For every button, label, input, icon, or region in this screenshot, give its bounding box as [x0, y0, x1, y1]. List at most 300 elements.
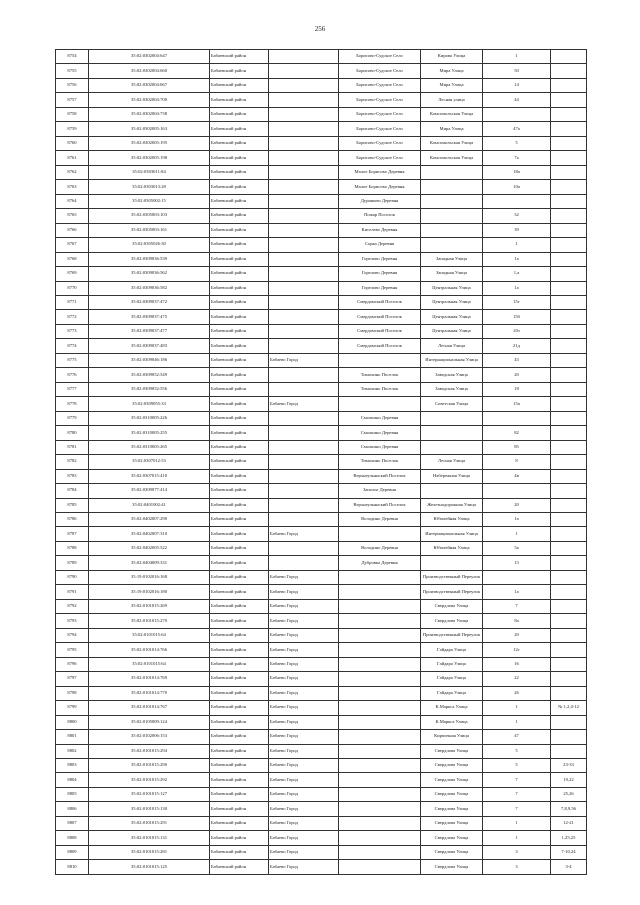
house-number-cell: 20з: [483, 324, 551, 338]
settlement-cell: [339, 672, 421, 686]
street-cell: [421, 238, 483, 252]
cadastral-number-cell: 35:02:0309037:472: [89, 295, 210, 309]
apartment-cell: [551, 50, 587, 64]
city-cell: [269, 382, 339, 396]
cadastral-number-cell: 35:02:0309055:33: [89, 397, 210, 411]
cadastral-number-cell: 35:02:0305002:15: [89, 194, 210, 208]
street-cell: [421, 223, 483, 237]
house-number-cell: 1,а: [483, 267, 551, 281]
house-number-cell: 1а: [483, 585, 551, 599]
apartment-cell: [551, 426, 587, 440]
street-cell: [421, 194, 483, 208]
table-row: [56, 122, 587, 136]
row-number-cell: 8782: [56, 455, 89, 469]
house-number-cell: 7: [483, 599, 551, 613]
house-number-cell: 20: [483, 368, 551, 382]
apartment-cell: [551, 469, 587, 483]
district-cell: Бабаевский район: [210, 397, 269, 411]
house-number-cell: 26: [483, 686, 551, 700]
street-cell: Набережная Улица: [421, 469, 483, 483]
apartment-cell: [551, 513, 587, 527]
city-cell: [269, 426, 339, 440]
house-number-cell: 1а: [483, 281, 551, 295]
house-number-cell: 16: [483, 657, 551, 671]
apartment-cell: [551, 281, 587, 295]
cadastral-number-cell: 35:02:0302004:667: [89, 78, 210, 92]
city-cell: Бабаево Город: [269, 845, 339, 859]
cadastral-number-cell: 35:02:0307012:53: [89, 455, 210, 469]
cadastral-number-cell: 35:02:0101015:131: [89, 831, 210, 845]
cadastral-number-cell: 35:02:0309036:539: [89, 252, 210, 266]
district-cell: Бабаевский район: [210, 180, 269, 194]
city-cell: [269, 165, 339, 179]
house-number-cell: 7: [483, 787, 551, 801]
apartment-cell: [551, 672, 587, 686]
settlement-cell: [339, 614, 421, 628]
row-number-cell: 8754: [56, 50, 89, 64]
street-cell: Свердлова Улица: [421, 802, 483, 816]
row-number-cell: 8765: [56, 209, 89, 223]
apartment-cell: [551, 715, 587, 729]
row-number-cell: 8796: [56, 657, 89, 671]
district-cell: Бабаевский район: [210, 455, 269, 469]
table-row: [56, 599, 587, 613]
settlement-cell: [339, 715, 421, 729]
table-row: [56, 455, 587, 469]
settlement-cell: Смолкино Деревня: [339, 440, 421, 454]
street-cell: Свердлова Улица: [421, 773, 483, 787]
district-cell: Бабаевский район: [210, 440, 269, 454]
house-number-cell: [483, 107, 551, 121]
apartment-cell: [551, 614, 587, 628]
row-number-cell: 8786: [56, 513, 89, 527]
row-number-cell: 8804: [56, 773, 89, 787]
city-cell: [269, 310, 339, 324]
street-cell: Свердлова Улица: [421, 758, 483, 772]
cadastral-number-cell: 35:02:0309037:475: [89, 310, 210, 324]
street-cell: Производственный Переулок: [421, 570, 483, 584]
table-row: [56, 324, 587, 338]
cadastral-number-cell: 35:02:0105009:124: [89, 715, 210, 729]
house-number-cell: 15б: [483, 310, 551, 324]
district-cell: Бабаевский район: [210, 411, 269, 425]
settlement-cell: Сорка Деревня: [339, 238, 421, 252]
house-number-cell: 85: [483, 440, 551, 454]
row-number-cell: 8800: [56, 715, 89, 729]
table-row: [56, 180, 587, 194]
table-row: [56, 469, 587, 483]
street-cell: [421, 165, 483, 179]
house-number-cell: 50: [483, 64, 551, 78]
apartment-cell: [551, 541, 587, 555]
city-cell: [269, 295, 339, 309]
cadastral-number-cell: 35:02:0302004:647: [89, 50, 210, 64]
district-cell: Бабаевский район: [210, 570, 269, 584]
city-cell: Бабаево Город: [269, 397, 339, 411]
district-cell: Бабаевский район: [210, 324, 269, 338]
table-row: [56, 628, 587, 642]
apartment-cell: 7-10,24: [551, 845, 587, 859]
apartment-cell: [551, 643, 587, 657]
table-row: [56, 802, 587, 816]
settlement-cell: [339, 657, 421, 671]
city-cell: [269, 252, 339, 266]
house-number-cell: 7а: [483, 151, 551, 165]
table-row: [56, 151, 587, 165]
district-cell: Бабаевский район: [210, 845, 269, 859]
street-cell: Лесная улица: [421, 93, 483, 107]
row-number-cell: 8789: [56, 556, 89, 570]
cadastral-number-cell: 35:02:0309052:556: [89, 382, 210, 396]
cadastral-number-cell: 35:02:0302004:660: [89, 64, 210, 78]
house-number-cell: 1а: [483, 252, 551, 266]
house-number-cell: 47: [483, 730, 551, 744]
house-number-cell: 1: [483, 701, 551, 715]
row-number-cell: 8810: [56, 860, 89, 875]
district-cell: Бабаевский район: [210, 151, 269, 165]
apartment-cell: [551, 382, 587, 396]
district-cell: Бабаевский район: [210, 194, 269, 208]
row-number-cell: 8777: [56, 382, 89, 396]
city-cell: Бабаево Город: [269, 672, 339, 686]
settlement-cell: Борисово-Судское Село: [339, 107, 421, 121]
apartment-cell: [551, 397, 587, 411]
house-number-cell: 1а: [483, 513, 551, 527]
cadastral-number-cell: 35:19:0102016:168: [89, 570, 210, 584]
city-cell: [269, 484, 339, 498]
table-row: [56, 50, 587, 64]
apartment-cell: 25,26: [551, 787, 587, 801]
house-number-cell: 5: [483, 758, 551, 772]
city-cell: Бабаево Город: [269, 802, 339, 816]
district-cell: Бабаевский район: [210, 715, 269, 729]
district-cell: Бабаевский район: [210, 672, 269, 686]
cadastral-number-cell: 35:02:0101015:127: [89, 787, 210, 801]
apartment-cell: [551, 223, 587, 237]
row-number-cell: 8785: [56, 498, 89, 512]
house-number-cell: 47а: [483, 122, 551, 136]
table-row: [56, 426, 587, 440]
row-number-cell: 8806: [56, 802, 89, 816]
cadastral-number-cell: 35:02:0305026:30: [89, 238, 210, 252]
city-cell: [269, 122, 339, 136]
city-cell: [269, 136, 339, 150]
settlement-cell: Дубровка Деревня: [339, 556, 421, 570]
street-cell: Центральная Улица: [421, 310, 483, 324]
district-cell: Бабаевский район: [210, 165, 269, 179]
row-number-cell: 8790: [56, 570, 89, 584]
table-row: [56, 267, 587, 281]
table-row: [56, 730, 587, 744]
district-cell: Бабаевский район: [210, 136, 269, 150]
cadastral-number-cell: 35:02:0302005:195: [89, 136, 210, 150]
apartment-cell: [551, 455, 587, 469]
apartment-cell: [551, 411, 587, 425]
settlement-cell: [339, 816, 421, 830]
row-number-cell: 8757: [56, 93, 89, 107]
row-number-cell: 8770: [56, 281, 89, 295]
table-row: [56, 440, 587, 454]
cadastral-number-cell: 35:02:0310005:226: [89, 411, 210, 425]
cadastral-number-cell: 35:02:0302004:738: [89, 107, 210, 121]
district-cell: Бабаевский район: [210, 585, 269, 599]
cadastral-number-cell: 35:02:0303013:28: [89, 180, 210, 194]
cadastral-number-cell: 35:02:0303011:84: [89, 165, 210, 179]
house-number-cell: 20: [483, 498, 551, 512]
settlement-cell: [339, 585, 421, 599]
table-row: [56, 310, 587, 324]
row-number-cell: 8768: [56, 252, 89, 266]
apartment-cell: [551, 238, 587, 252]
house-number-cell: 1: [483, 238, 551, 252]
city-cell: Бабаево Город: [269, 686, 339, 700]
row-number-cell: 8762: [56, 165, 89, 179]
settlement-cell: Верхнеульянский Поселок: [339, 469, 421, 483]
house-number-cell: 44: [483, 93, 551, 107]
settlement-cell: [339, 773, 421, 787]
row-number-cell: 8775: [56, 353, 89, 367]
settlement-cell: Борисово-Судское Село: [339, 122, 421, 136]
cadastral-number-cell: 35:02:0101015:64: [89, 657, 210, 671]
street-cell: Комсомольская Улица: [421, 151, 483, 165]
street-cell: Свердлова Улица: [421, 744, 483, 758]
cadastral-number-cell: 35:02:0101014:770: [89, 686, 210, 700]
house-number-cell: 12г: [483, 643, 551, 657]
city-cell: [269, 339, 339, 353]
apartment-cell: [551, 64, 587, 78]
apartment-cell: [551, 657, 587, 671]
house-number-cell: 1: [483, 527, 551, 541]
street-cell: Западная Улица: [421, 267, 483, 281]
settlement-cell: Борисово-Судское Село: [339, 78, 421, 92]
row-number-cell: 8769: [56, 267, 89, 281]
street-cell: Производственный Переулок: [421, 628, 483, 642]
row-number-cell: 8787: [56, 527, 89, 541]
row-number-cell: 8755: [56, 64, 89, 78]
city-cell: Бабаево Город: [269, 628, 339, 642]
settlement-cell: Смердомский Поселок: [339, 324, 421, 338]
settlement-cell: Киселево Деревня: [339, 223, 421, 237]
house-number-cell: [483, 411, 551, 425]
apartment-cell: [551, 440, 587, 454]
table-row: [56, 787, 587, 801]
table-row: [56, 93, 587, 107]
cadastral-number-cell: 35:02:0310005:265: [89, 440, 210, 454]
row-number-cell: 8761: [56, 151, 89, 165]
house-number-cell: 1: [483, 50, 551, 64]
street-cell: К.Маркса Улица: [421, 701, 483, 715]
row-number-cell: 8758: [56, 107, 89, 121]
district-cell: Бабаевский район: [210, 831, 269, 845]
row-number-cell: 8772: [56, 310, 89, 324]
street-cell: Центральная Улица: [421, 295, 483, 309]
table-row: [56, 136, 587, 150]
settlement-cell: Борисово-Судское Село: [339, 64, 421, 78]
row-number-cell: 8771: [56, 295, 89, 309]
apartment-cell: 12-21: [551, 816, 587, 830]
apartment-cell: [551, 93, 587, 107]
settlement-cell: [339, 845, 421, 859]
row-number-cell: 8780: [56, 426, 89, 440]
cadastral-number-cell: 35:02:0309046:186: [89, 353, 210, 367]
cadastral-number-cell: 35:02:0305003:103: [89, 209, 210, 223]
settlement-cell: Смердомский Поселок: [339, 295, 421, 309]
street-cell: Свердлова Улица: [421, 816, 483, 830]
settlement-cell: [339, 570, 421, 584]
cadastral-number-cell: 35:02:0101015:270: [89, 614, 210, 628]
settlement-cell: [339, 353, 421, 367]
settlement-cell: [339, 686, 421, 700]
street-cell: Гайдара Улица: [421, 686, 483, 700]
house-number-cell: 4в: [483, 469, 551, 483]
house-number-cell: 18: [483, 382, 551, 396]
row-number-cell: 8763: [56, 180, 89, 194]
table-row: [56, 758, 587, 772]
apartment-cell: [551, 107, 587, 121]
street-cell: Гайдара Улица: [421, 672, 483, 686]
row-number-cell: 8802: [56, 744, 89, 758]
street-cell: К.Маркса Улица: [421, 715, 483, 729]
settlement-cell: [339, 628, 421, 642]
cadastral-number-cell: 35:02:0402005:522: [89, 541, 210, 555]
street-cell: Западная Улица: [421, 252, 483, 266]
apartment-cell: [551, 744, 587, 758]
district-cell: Бабаевский район: [210, 209, 269, 223]
district-cell: Бабаевский район: [210, 657, 269, 671]
settlement-cell: Борисово-Судское Село: [339, 93, 421, 107]
house-number-cell: 5: [483, 136, 551, 150]
table-row: [56, 252, 587, 266]
table-row: [56, 715, 587, 729]
apartment-cell: 3-4: [551, 860, 587, 875]
page-number: 256: [314, 25, 326, 33]
city-cell: [269, 556, 339, 570]
city-cell: Бабаево Город: [269, 744, 339, 758]
district-cell: Бабаевский район: [210, 238, 269, 252]
row-number-cell: 8779: [56, 411, 89, 425]
district-cell: Бабаевский район: [210, 513, 269, 527]
street-cell: [421, 180, 483, 194]
street-cell: Лесная Улица: [421, 455, 483, 469]
table-row: [56, 194, 587, 208]
street-cell: [421, 426, 483, 440]
city-cell: [269, 455, 339, 469]
district-cell: Бабаевский район: [210, 599, 269, 613]
table-row: [56, 238, 587, 252]
apartment-cell: [551, 252, 587, 266]
table-row: [56, 831, 587, 845]
settlement-cell: Смолкино Деревня: [339, 411, 421, 425]
apartment-cell: [551, 686, 587, 700]
city-cell: [269, 180, 339, 194]
house-number-cell: [483, 484, 551, 498]
house-number-cell: 8: [483, 455, 551, 469]
street-cell: Гайдара Улица: [421, 643, 483, 657]
street-cell: Заводская Улица: [421, 368, 483, 382]
city-cell: Бабаево Город: [269, 787, 339, 801]
table-row: [56, 397, 587, 411]
row-number-cell: 8803: [56, 758, 89, 772]
street-cell: Свердлова Улица: [421, 599, 483, 613]
cadastral-number-cell: 35:02:0302005:198: [89, 151, 210, 165]
house-number-cell: 32: [483, 209, 551, 223]
table-row: [56, 339, 587, 353]
city-cell: Бабаево Город: [269, 816, 339, 830]
apartment-cell: № 1,2,4-12: [551, 701, 587, 715]
house-number-cell: 13: [483, 556, 551, 570]
table-row: [56, 382, 587, 396]
table-row: [56, 816, 587, 830]
apartment-cell: [551, 78, 587, 92]
row-number-cell: 8784: [56, 484, 89, 498]
city-cell: Бабаево Город: [269, 599, 339, 613]
apartment-cell: 1,25,25: [551, 831, 587, 845]
cadastral-number-cell: 35:02:0309052:549: [89, 368, 210, 382]
city-cell: [269, 64, 339, 78]
district-cell: Бабаевский район: [210, 122, 269, 136]
cadastral-number-cell: 35:02:0102006:153: [89, 730, 210, 744]
house-number-cell: [483, 194, 551, 208]
street-cell: Свердлова Улица: [421, 614, 483, 628]
cadastral-number-cell: 35:02:0307015:410: [89, 469, 210, 483]
district-cell: Бабаевский район: [210, 773, 269, 787]
apartment-cell: 7,8,9,56: [551, 802, 587, 816]
table-row: [56, 78, 587, 92]
district-cell: Бабаевский район: [210, 267, 269, 281]
house-number-cell: 15г: [483, 295, 551, 309]
district-cell: Бабаевский район: [210, 758, 269, 772]
house-number-cell: 5: [483, 744, 551, 758]
settlement-cell: Смердомский Поселок: [339, 339, 421, 353]
city-cell: Бабаево Город: [269, 758, 339, 772]
street-cell: [421, 440, 483, 454]
city-cell: [269, 513, 339, 527]
apartment-cell: [551, 353, 587, 367]
settlement-cell: Горелово Деревня: [339, 267, 421, 281]
row-number-cell: 8756: [56, 78, 89, 92]
city-cell: [269, 50, 339, 64]
street-cell: Железнодорожная Улица: [421, 498, 483, 512]
settlement-cell: Заполье Деревня: [339, 484, 421, 498]
house-number-cell: 22: [483, 672, 551, 686]
district-cell: Бабаевский район: [210, 382, 269, 396]
house-number-cell: 82: [483, 426, 551, 440]
row-number-cell: 8781: [56, 440, 89, 454]
district-cell: Бабаевский район: [210, 498, 269, 512]
district-cell: Бабаевский район: [210, 64, 269, 78]
table-row: [56, 64, 587, 78]
city-cell: Бабаево Город: [269, 831, 339, 845]
table-row: [56, 556, 587, 570]
table-row: [56, 368, 587, 382]
settlement-cell: Тимохино Поселок: [339, 382, 421, 396]
district-cell: Бабаевский район: [210, 223, 269, 237]
row-number-cell: 8808: [56, 831, 89, 845]
settlement-cell: Борисово-Судское Село: [339, 136, 421, 150]
house-number-cell: [483, 570, 551, 584]
table-row: [56, 353, 587, 367]
street-cell: Свердлова Улица: [421, 860, 483, 875]
city-cell: [269, 209, 339, 223]
property-register-table: [55, 49, 587, 875]
city-cell: Бабаево Город: [269, 353, 339, 367]
city-cell: [269, 238, 339, 252]
district-cell: Бабаевский район: [210, 93, 269, 107]
district-cell: Бабаевский район: [210, 107, 269, 121]
cadastral-number-cell: 35:02:0101015:269: [89, 599, 210, 613]
house-number-cell: 21д: [483, 339, 551, 353]
table-row: [56, 513, 587, 527]
